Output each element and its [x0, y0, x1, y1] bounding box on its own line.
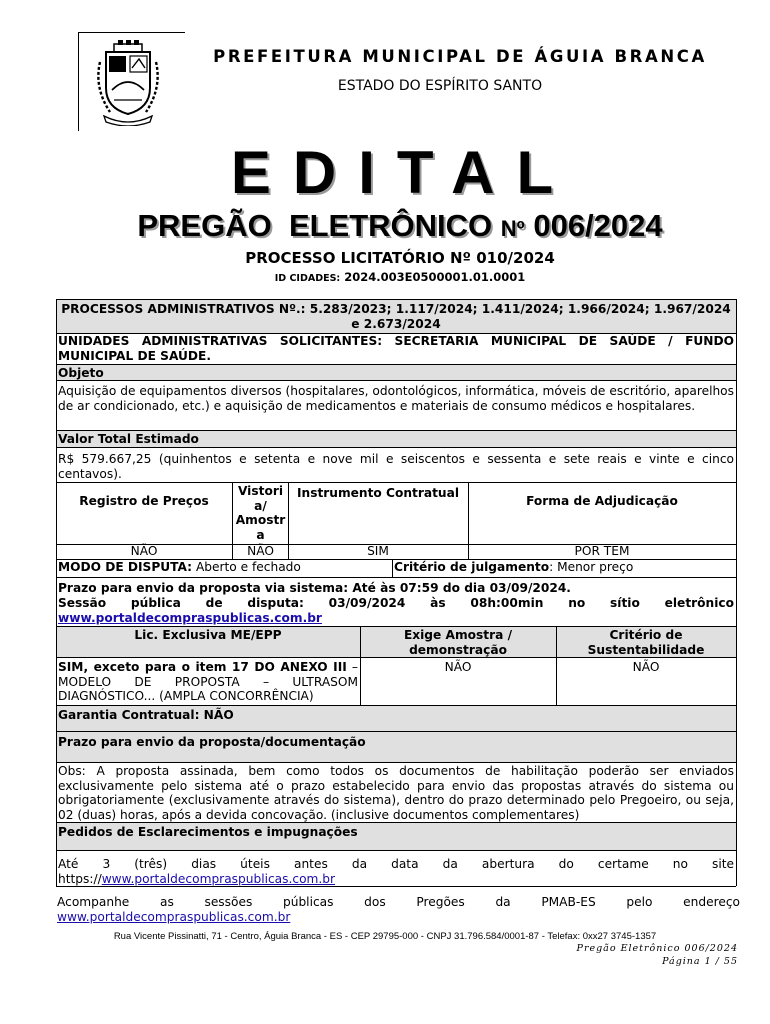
garantia-contratual: Garantia Contratual: NÃO — [58, 708, 234, 722]
table-line — [56, 731, 736, 732]
id-cidades — [0, 270, 770, 284]
pregao-title-part-2: 006/2024 — [524, 208, 663, 243]
col-registro-precos: Registro de Preços — [79, 494, 209, 508]
valor-text: R$ 579.667,25 (quinhentos e setenta e nove mil e seiscentos e sessenta e sete reais e vinte e cinco centavos). — [58, 452, 734, 481]
acompanhe-link[interactable]: www.portaldecompraspublicas.com.br — [57, 910, 291, 924]
prazo-pedidos-text: Até 3 (três) dias úteis antes da data da abertura do certame no site — [58, 857, 734, 871]
pregao-title — [0, 208, 770, 244]
col-exige-amostra: Exige Amostra / demonstração — [403, 628, 513, 657]
footer-address: Rua Vicente Pissinatti, 71 - Centro, Águia Branca - ES - CEP 29795-000 - CNPJ 31.796.584/0001-87 - Telefax: 0xx27 3745-1357 — [113, 931, 657, 942]
modo-disputa-label: MODO DE DISPUTA: — [58, 560, 193, 574]
portal-link[interactable]: www.portaldecompraspublicas.com.br — [101, 872, 336, 886]
criterio-julgamento-value: : Menor preço — [549, 560, 634, 574]
val-registro-precos: NÃO — [130, 544, 158, 558]
table-line — [56, 657, 736, 658]
table-line — [56, 850, 736, 851]
objeto-label: Objeto — [58, 366, 104, 380]
modo-disputa-value: Aberto e fechado — [195, 560, 301, 574]
prazo-pedidos-url — [58, 872, 335, 887]
col-forma-adjudicacao: Forma de Adjudicação — [526, 494, 678, 508]
prazo-envio-sistema: Prazo para envio da proposta via sistema: Até às 07:59 do dia 03/09/2024. — [58, 581, 571, 595]
col-criterio-sustentabilidade: Critério de Sustentabilidade — [587, 628, 705, 657]
val-adjudicacao: POR TEM — [574, 544, 630, 558]
municipality-name: PREFEITURA MUNICIPAL DE ÁGUIA BRANCA — [213, 47, 707, 66]
footer-page-number: Página 1 / 55 — [662, 956, 738, 967]
criterio-julgamento — [394, 560, 633, 575]
pregao-number-sign: Nº — [500, 216, 525, 241]
criterio-julgamento-label: Critério de julgamento — [394, 560, 550, 574]
table-line — [56, 447, 736, 448]
col-vistoria-amostra: Vistori a/ Amostr a — [235, 484, 286, 542]
footer-pregao: Pregão Eletrônico 006/2024 — [576, 943, 738, 954]
document-title: EDITAL — [230, 139, 576, 206]
acompanhe-text: Acompanhe as sessões públicas dos Pregões da PMAB-ES pelo endereço — [57, 895, 740, 909]
table-line — [56, 762, 736, 763]
val-exige-amostra: NÃO — [444, 660, 472, 674]
table-line — [56, 380, 736, 381]
lic-exclusiva-rest: – MODELO DE PROPOSTA – ULTRASOM DIAGNÓSTICO... (AMPLA CONCORRÊNCIA) — [58, 660, 358, 703]
table-line — [56, 577, 736, 578]
table-col-line — [360, 626, 361, 705]
modo-disputa — [58, 560, 301, 575]
shade-objeto — [57, 365, 736, 380]
table-line — [56, 299, 736, 300]
table-col-line — [556, 626, 557, 705]
pedidos-label: Pedidos de Esclarecimentos e impugnações — [58, 825, 358, 839]
table-line — [56, 626, 736, 627]
col-instrumento-contratual: Instrumento Contratual — [296, 486, 460, 500]
prazo-documentacao-label: Prazo para envio da proposta/documentação — [58, 735, 366, 749]
unidades-solicitantes: UNIDADES ADMINISTRATIVAS SOLICITANTES: SECRETARIA MUNICIPAL DE SAÚDE / FUNDO MUNICIPAL DE SAÚDE. — [58, 334, 734, 363]
table-line — [56, 482, 736, 483]
table-col-line — [392, 559, 393, 577]
lic-exclusiva-bold: SIM, exceto para o item 17 DO ANEXO III — [58, 660, 347, 674]
table-left-border — [56, 299, 57, 886]
table-line — [56, 822, 736, 823]
table-line — [56, 430, 736, 431]
state-name: ESTADO DO ESPÍRITO SANTO — [337, 78, 543, 94]
sessao-link[interactable]: www.portaldecompraspublicas.com.br — [58, 611, 322, 625]
id-cidades-label: ID CIDADES: — [274, 273, 341, 284]
val-vistoria: NÃO — [247, 544, 274, 558]
table-line — [56, 705, 736, 706]
sessao-publica: Sessão pública de disputa: 03/09/2024 às 08h:00min no sítio eletrônico — [58, 596, 734, 610]
url-prefix: https:// — [58, 872, 102, 886]
val-sustentabilidade: NÃO — [632, 660, 660, 674]
obs-text: Obs: A proposta assinada, bem como todos os documentos de habilitação poderão ser enviados exclusivamente pelo sistema até o prazo estabelecido para envio das propostas através do sistema ou obrigatoriamente (exclusivamente através do sistema), dentro do prazo determinado pelo Pregoeiro, ou seja, 02 (duas) horas, após a devida concovação. (inclusive documentos complementares) — [58, 764, 734, 822]
table-right-border — [736, 299, 737, 886]
processos-administrativos: PROCESSOS ADMINISTRATIVOS Nº.: 5.283/2023; 1.117/2024; 1.411/2024; 1.966/2024; 1.967/2024 e 2.673/2024 — [61, 302, 731, 331]
lic-exclusiva-value — [58, 660, 358, 704]
pregao-title-part-1: PREGÃO ELETRÔNICO — [137, 208, 501, 243]
id-cidades-value: 2024.003E0500001.01.0001 — [344, 270, 526, 284]
valor-label: Valor Total Estimado — [58, 432, 199, 446]
val-instrumento: SIM — [367, 544, 389, 558]
objeto-text: Aquisição de equipamentos diversos (hospitalares, odontológicos, informática, móveis de escritório, aparelhos de ar condicionado, etc.) e aquisição de medicamentos e materiais de consumo médicos e hospitalares. — [58, 384, 734, 413]
table-line — [56, 364, 736, 365]
municipal-coat-of-arms-icon — [92, 38, 164, 126]
processo-licitatorio: PROCESSO LICITATÓRIO Nº 010/2024 — [245, 249, 555, 267]
col-lic-exclusiva: Lic. Exclusiva ME/EPP — [134, 628, 282, 642]
